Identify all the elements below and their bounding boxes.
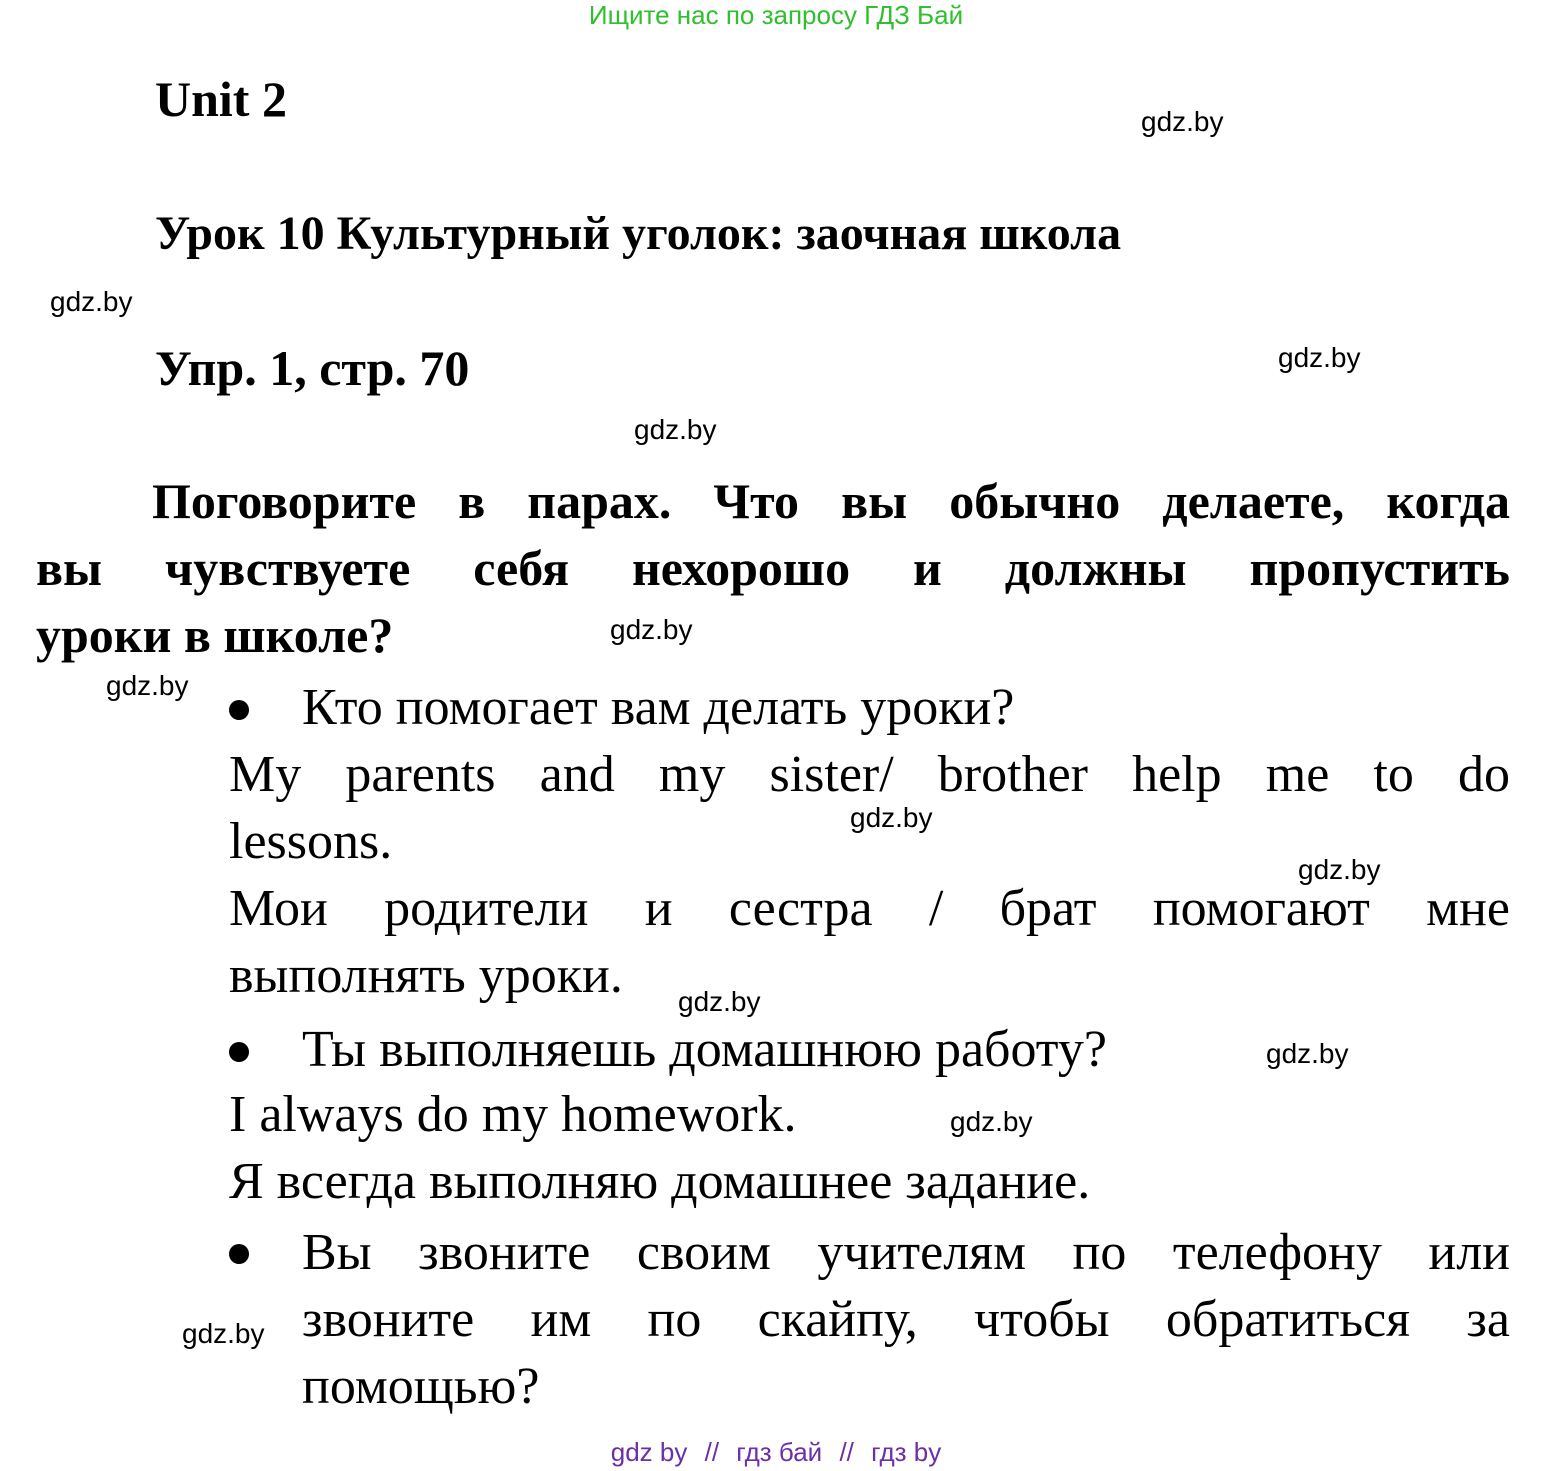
- top-banner: Ищите нас по запросу ГДЗ Бай: [588, 0, 964, 30]
- footer-link-gdz-bai[interactable]: гдз бай: [736, 1437, 823, 1467]
- exercise-title: Упр. 1, стр. 70: [155, 340, 470, 396]
- footer-separator: //: [704, 1437, 720, 1467]
- answer-2-en: I always do my homework.: [229, 1086, 797, 1143]
- watermark: gdz.by: [1278, 342, 1361, 373]
- unit-title: Unit 2: [155, 71, 287, 127]
- task-line-2: вы чувствуете себя нехорошо и должны пропустить: [36, 540, 1510, 596]
- question-1: Кто помогает вам делать уроки?: [302, 679, 1015, 736]
- task-line-1: Поговорите в парах. Что вы обычно делаете, когда: [152, 473, 1510, 529]
- watermark: gdz.by: [1266, 1038, 1349, 1069]
- footer-link-gdz-by-2[interactable]: гдз by: [871, 1437, 942, 1467]
- watermark: gdz.by: [182, 1318, 265, 1349]
- watermark: gdz.by: [678, 986, 761, 1017]
- watermark: gdz.by: [950, 1106, 1033, 1137]
- footer-separator: //: [839, 1437, 854, 1467]
- answer-1-en-line-1: My parents and my sister/ brother help me to do: [229, 746, 1510, 803]
- watermark: gdz.by: [1141, 106, 1224, 137]
- footer: [0, 1436, 1552, 1468]
- question-2: Ты выполняешь домашнюю работу?: [302, 1021, 1107, 1078]
- bullet-icon: [229, 1244, 249, 1264]
- watermark: gdz.by: [50, 286, 133, 317]
- watermark: gdz.by: [1298, 854, 1381, 885]
- answer-1-en-line-2: lessons.: [229, 813, 393, 870]
- bullet-icon: [229, 700, 249, 720]
- question-3-line-2: звоните им по скайпу, чтобы обратиться за: [302, 1291, 1510, 1348]
- lesson-title: Урок 10 Культурный уголок: заочная школа: [155, 207, 1122, 260]
- watermark: gdz.by: [634, 414, 717, 445]
- answer-1-ru-line-2: выполнять уроки.: [229, 947, 623, 1004]
- watermark: gdz.by: [106, 670, 189, 701]
- watermark: gdz.by: [610, 614, 693, 645]
- answer-1-ru-line-1: Мои родители и сестра / брат помогают мне: [229, 880, 1510, 937]
- question-3-line-1: Вы звоните своим учителям по телефону или: [302, 1224, 1510, 1281]
- question-3-line-3: помощью?: [302, 1358, 540, 1415]
- answer-2-ru: Я всегда выполняю домашнее задание.: [229, 1153, 1091, 1210]
- task-line-3: уроки в школе?: [36, 607, 394, 663]
- bullet-icon: [229, 1042, 249, 1062]
- watermark: gdz.by: [850, 802, 933, 833]
- footer-link-gdz-by[interactable]: gdz by: [610, 1437, 688, 1467]
